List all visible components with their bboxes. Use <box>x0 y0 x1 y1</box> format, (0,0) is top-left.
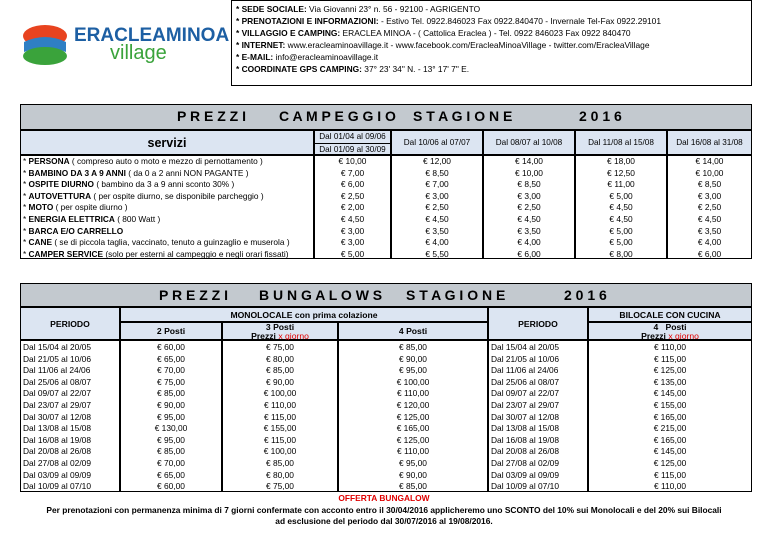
period-header-3 <box>483 130 575 155</box>
price-cell: € 3,50 <box>425 225 449 236</box>
document-header <box>0 0 768 86</box>
price-cell: € 4,50 <box>425 213 449 224</box>
bungalow-price-cell: € 155,00 <box>263 423 297 434</box>
period-1b: Dal 01/09 al 30/09 <box>319 144 386 154</box>
banner-word-stagione-b: S T A G I O N E <box>406 287 506 303</box>
bungalow-period-cell: Dal 20/08 al 26/08 <box>491 446 559 457</box>
service-name: BAMBINO DA 3 A 9 ANNI <box>28 167 126 178</box>
bungalow-price-cell: € 110,00 <box>654 342 686 352</box>
bungalows-banner <box>20 283 752 307</box>
bungalow-period-cell: Dal 27/08 al 02/09 <box>491 457 559 468</box>
x-giorno-word: x giorno <box>275 331 309 341</box>
info-line <box>236 63 747 75</box>
bungalow-col-bilo <box>588 340 752 492</box>
bungalow-period-cell: Dal 30/07 al 12/08 <box>491 411 559 422</box>
periodo-label-right: PERIODO <box>518 318 558 329</box>
service-row: * PERSONA ( compreso auto o moto e mezzo di pernottamento ) <box>23 156 263 166</box>
bungalow-period-cell: Dal 09/07 al 22/07 <box>23 388 91 399</box>
bungalow-period-cell: Dal 23/07 al 29/07 <box>23 399 91 410</box>
bungalow-col-2 <box>120 340 222 492</box>
bungalow-price-cell: € 90,00 <box>399 469 427 480</box>
price-cell: € 2,50 <box>425 202 449 213</box>
price-cell: € 7,00 <box>425 179 449 190</box>
bungalow-period-cell: Dal 27/08 al 02/09 <box>23 457 91 468</box>
servizi-header <box>20 130 314 155</box>
x-giorno-word-bilo: x giorno <box>665 331 699 341</box>
bungalow-price-cell: € 70,00 <box>157 457 185 468</box>
logo-word-village: village <box>110 42 167 64</box>
bungalow-period-cell: Dal 03/09 al 09/09 <box>23 469 91 480</box>
bungalow-price-cell: € 90,00 <box>266 376 294 387</box>
bungalow-price-cell: € 75,00 <box>266 342 294 352</box>
periodo-label-left: PERIODO <box>50 318 90 329</box>
bungalow-price-cell: € 125,00 <box>396 411 430 422</box>
bilocale-title <box>588 307 752 322</box>
service-note: ( 800 Watt ) <box>114 213 161 224</box>
service-name: OSPITE DIURNO <box>28 179 95 190</box>
bungalow-period-cell: Dal 11/06 al 24/06 <box>491 365 559 376</box>
col-4-posti <box>338 322 488 340</box>
price-cell: € 10,00 <box>695 167 724 178</box>
bungalow-price-cell: € 85,00 <box>266 457 294 468</box>
period-header-5 <box>667 130 752 155</box>
price-cell: € 12,50 <box>607 167 635 178</box>
price-cell: € 4,50 <box>609 213 633 224</box>
service-row: * ENERGIA ELETTRICA ( 800 Watt ) <box>23 213 161 224</box>
bungalow-period-cell: Dal 25/06 al 08/07 <box>491 376 559 387</box>
price-cell: € 10,00 <box>515 167 543 178</box>
service-name: MOTO <box>28 202 54 213</box>
banner-word-campeggio: C A M P E G G I O <box>279 108 396 124</box>
logo-word-eraclea: ERACLEA <box>74 25 166 46</box>
bungalow-price-cell: € 90,00 <box>157 399 185 410</box>
price-cell: € 6,00 <box>697 248 722 259</box>
price-cell: € 4,50 <box>609 202 633 213</box>
service-name: CAMPER SERVICE <box>28 248 104 259</box>
service-name: CANE <box>28 237 53 248</box>
price-cell: € 4,50 <box>340 213 365 224</box>
logo <box>20 22 228 68</box>
period-label: Dal 16/08 al 31/08 <box>676 138 743 147</box>
info-label: * INTERNET: <box>236 40 286 51</box>
service-note: ( per ospite diurno ) <box>53 202 128 213</box>
price-cell: € 3,50 <box>697 225 722 236</box>
bilo-4-posti-label: 4 Posti <box>653 322 687 332</box>
price-cell: € 14,00 <box>695 156 724 166</box>
service-note: ( per ospite diurno, se disponibile parcheggio ) <box>91 190 264 201</box>
col-4-posti-label: 4 Posti <box>398 326 428 336</box>
logo-word-minoa: MINOA <box>165 25 230 46</box>
price-cell: € 2,50 <box>517 202 541 213</box>
bungalow-price-cell: € 165,00 <box>396 423 430 434</box>
period-header-4 <box>575 130 667 155</box>
price-cell: € 8,50 <box>517 179 541 190</box>
bungalow-period-cell: Dal 23/07 al 29/07 <box>491 399 559 410</box>
price-cell: € 11,00 <box>607 179 635 190</box>
info-label: * E-MAIL: <box>236 52 274 63</box>
price-cell: € 4,00 <box>425 237 449 248</box>
banner-word-prezzi-b: P R E Z Z I <box>159 287 228 303</box>
price-cell: € 4,50 <box>517 213 541 224</box>
price-cell: € 8,00 <box>609 248 633 259</box>
price-column-4 <box>575 155 667 259</box>
bungalow-price-cell: € 85,00 <box>399 342 427 352</box>
bungalow-period-cell: Dal 10/09 al 07/10 <box>491 481 559 492</box>
service-row: * CANE ( se di piccola taglia, vaccinato, tenuto a guinzaglio e muserola ) <box>23 237 290 248</box>
price-cell: € 8,50 <box>425 167 449 178</box>
price-cell: € 5,00 <box>609 225 633 236</box>
price-column-3 <box>483 155 575 259</box>
bungalow-price-cell: € 145,00 <box>653 388 687 399</box>
service-row: * CAMPER SERVICE (solo per esterni al campeggio e negli orari fissati) <box>23 248 289 259</box>
service-note: ( bambino da 3 a 9 anni sconto 30% ) <box>94 179 235 190</box>
service-name: PERSONA <box>28 156 70 166</box>
info-line <box>236 3 747 15</box>
price-cell: € 5,00 <box>609 190 633 201</box>
col-2-posti-label: 2 Posti <box>156 326 186 336</box>
price-column-2 <box>391 155 483 259</box>
bungalow-price-cell: € 110,00 <box>264 399 296 410</box>
info-label: * COORDINATE GPS CAMPING: <box>236 64 362 75</box>
monolocale-label: MONOLOCALE con prima colazione <box>230 309 378 320</box>
servizi-label: servizi <box>147 135 187 150</box>
info-text: info@eracleaminoavillage.it <box>273 52 379 63</box>
bungalow-price-cell: € 85,00 <box>157 388 185 399</box>
bungalow-col-3 <box>222 340 338 492</box>
price-cell: € 3,00 <box>340 237 365 248</box>
bungalow-price-cell: € 95,00 <box>157 434 185 445</box>
period-label: Dal 10/06 al 07/07 <box>403 138 471 147</box>
bungalow-price-cell: € 100,00 <box>396 376 430 387</box>
bungalow-price-cell: € 80,00 <box>266 469 294 480</box>
bungalow-price-cell: € 100,00 <box>263 388 297 399</box>
period-label: Dal 11/08 al 15/08 <box>588 138 654 147</box>
bungalow-price-cell: € 165,00 <box>653 411 687 422</box>
service-note: ( se di piccola taglia, vaccinato, tenuto a guinzaglio e muserola ) <box>52 237 290 248</box>
monolocale-title <box>120 307 488 322</box>
offer-line-2: ad esclusione del periodo dal 30/07/2016 al 19/08/2016. <box>275 516 493 526</box>
info-line <box>236 27 747 39</box>
price-cell: € 18,00 <box>607 156 635 166</box>
service-note: (solo per esterni al campeggio e negli orari fissati) <box>103 248 289 259</box>
info-label: * VILLAGGIO E CAMPING: <box>236 28 341 39</box>
price-cell: € 8,50 <box>697 179 722 190</box>
col-bilo-4-posti <box>588 322 752 340</box>
info-text: - Estivo Tel. 0922.846023 Fax 0922.840470 - Invernale Tel-Fax 0922.29101 <box>378 16 661 27</box>
bungalow-price-cell: € 110,00 <box>654 481 686 492</box>
bungalow-price-cell: € 95,00 <box>399 365 427 376</box>
price-cell: € 7,00 <box>340 167 365 178</box>
bungalow-price-cell: € 115,00 <box>654 353 686 364</box>
banner-word-bungalows: B U N G A L O W S <box>259 287 383 303</box>
banner-word-prezzi: P R E Z Z I <box>177 108 246 124</box>
info-line <box>236 39 747 51</box>
bungalow-period-cell: Dal 11/06 al 24/06 <box>23 365 91 376</box>
bungalow-period-cell: Dal 15/04 al 20/05 <box>23 342 91 352</box>
info-label: * SEDE SOCIALE: <box>236 4 307 14</box>
col-2-posti <box>120 322 222 340</box>
bungalow-col-4 <box>338 340 488 492</box>
bungalow-period-cell: Dal 15/04 al 20/05 <box>491 342 559 352</box>
bungalow-period-cell: Dal 30/07 al 12/08 <box>23 411 91 422</box>
col-3-posti-label: 3 Posti <box>265 322 295 332</box>
bungalow-period-cell: Dal 10/09 al 07/10 <box>23 481 91 492</box>
price-cell: € 3,00 <box>340 225 365 236</box>
bungalow-price-cell: € 95,00 <box>399 457 427 468</box>
info-label: * PRENOTAZIONI E INFORMAZIONI: <box>236 16 379 27</box>
price-cell: € 2,50 <box>697 202 722 213</box>
periodo-header-left <box>20 307 120 340</box>
price-cell: € 14,00 <box>515 156 543 166</box>
service-name: BARCA E/O CARRELLO <box>28 225 124 236</box>
prezzi-word: Prezzi <box>251 331 276 341</box>
col-3-posti <box>222 322 338 340</box>
service-name: ENERGIA ELETTRICA <box>28 213 115 224</box>
period-1a: Dal 01/04 al 09/06 <box>315 131 390 144</box>
bungalow-price-cell: € 120,00 <box>396 399 430 410</box>
contact-info-box <box>231 0 752 86</box>
banner-word-stagione: S T A G I O N E <box>413 108 513 124</box>
bungalow-period-cell: Dal 20/08 al 26/08 <box>23 446 91 457</box>
service-row: * OSPITE DIURNO ( bambino da 3 a 9 anni sconto 30% ) <box>23 179 235 190</box>
bungalow-period-cell: Dal 16/08 al 19/08 <box>23 434 91 445</box>
prezzi-word-bilo: Prezzi <box>641 331 666 341</box>
service-row: * MOTO ( per ospite diurno ) <box>23 202 128 213</box>
info-text: www.eracleaminoavillage.it - www.facebook.com/EracleaMinoaVillage - twitter.com/EracleaVillage <box>285 40 650 51</box>
price-cell: € 5,50 <box>425 248 449 259</box>
bungalow-periods-left <box>20 340 120 492</box>
info-text: ERACLEA MINOA - ( Cattolica Eraclea ) - Tel. 0922 846023 Fax 0922 840470 <box>340 28 631 39</box>
price-cell: € 5,00 <box>609 237 633 248</box>
bungalow-price-cell: € 85,00 <box>157 446 185 457</box>
bungalow-price-cell: € 95,00 <box>157 411 185 422</box>
bungalow-price-cell: € 135,00 <box>653 376 687 387</box>
bungalow-price-cell: € 115,00 <box>264 411 296 422</box>
bungalow-price-cell: € 215,00 <box>653 423 687 434</box>
price-cell: € 4,00 <box>697 237 722 248</box>
bungalow-period-cell: Dal 21/05 al 10/06 <box>491 353 559 364</box>
info-line <box>236 51 747 63</box>
bungalow-price-cell: € 130,00 <box>154 423 188 434</box>
bungalow-price-cell: € 90,00 <box>399 353 427 364</box>
bungalow-price-cell: € 165,00 <box>653 434 687 445</box>
service-row: * AUTOVETTURA ( per ospite diurno, se disponibile parcheggio ) <box>23 190 264 201</box>
price-cell: € 3,00 <box>697 190 722 201</box>
bungalow-price-cell: € 80,00 <box>266 353 294 364</box>
price-cell: € 6,00 <box>340 179 365 190</box>
offer-line-1: Per prenotazioni con permanenza minima di 7 giorni confermate con acconto entro il 30/04/2016 applicheremo uno SCONTO del 10% sui Monolocali e del 20% sui Bilocali <box>46 505 722 515</box>
bungalow-price-cell: € 70,00 <box>157 365 185 376</box>
offer-title: OFFERTA BUNGALOW <box>338 493 430 503</box>
bungalow-price-cell: € 115,00 <box>264 434 296 445</box>
bungalow-price-cell: € 125,00 <box>653 457 687 468</box>
price-cell: € 4,00 <box>517 237 541 248</box>
periodo-header-right <box>488 307 588 340</box>
price-cell: € 10,00 <box>338 156 367 166</box>
bilocale-label: BILOCALE CON CUCINA <box>619 309 721 320</box>
bungalow-price-cell: € 65,00 <box>157 469 185 480</box>
bungalow-price-cell: € 155,00 <box>653 399 687 410</box>
period-label: Dal 08/07 al 10/08 <box>495 138 563 147</box>
bungalow-price-cell: € 85,00 <box>399 481 427 492</box>
price-cell: € 6,00 <box>517 248 541 259</box>
service-row: * BARCA E/O CARRELLO <box>23 225 124 236</box>
price-cell: € 4,50 <box>697 213 722 224</box>
price-cell: € 2,50 <box>340 190 365 201</box>
banner-word-year: 2 0 1 6 <box>579 108 622 124</box>
services-list <box>20 155 314 259</box>
bungalow-price-cell: € 85,00 <box>266 365 294 376</box>
bungalow-price-cell: € 75,00 <box>157 376 185 387</box>
price-cell: € 3,00 <box>425 190 449 201</box>
bungalow-period-cell: Dal 03/09 al 09/09 <box>491 469 559 480</box>
camping-banner <box>20 104 752 130</box>
bungalow-price-cell: € 110,00 <box>397 388 429 399</box>
bungalow-price-cell: € 145,00 <box>653 446 687 457</box>
bungalow-price-cell: € 110,00 <box>397 446 429 457</box>
bungalow-period-cell: Dal 16/08 al 19/08 <box>491 434 559 445</box>
bungalow-price-cell: € 115,00 <box>654 469 686 480</box>
bungalow-price-cell: € 125,00 <box>396 434 430 445</box>
price-cell: € 12,00 <box>423 156 451 166</box>
service-name: AUTOVETTURA <box>28 190 92 201</box>
period-header-1 <box>314 130 391 155</box>
bungalow-period-cell: Dal 25/06 al 08/07 <box>23 376 91 387</box>
service-note: ( compreso auto o moto e mezzo di pernottamento ) <box>69 156 263 166</box>
price-column-5 <box>667 155 752 259</box>
period-header-2 <box>391 130 483 155</box>
price-cell: € 3,50 <box>517 225 541 236</box>
price-cell: € 3,00 <box>517 190 541 201</box>
price-column-1 <box>314 155 391 259</box>
info-text: Via Giovanni 23° n. 56 - 92100 - AGRIGENTO <box>306 4 481 14</box>
price-cell: € 5,00 <box>340 248 365 259</box>
bungalow-period-cell: Dal 09/07 al 22/07 <box>491 388 559 399</box>
service-note: ( da 0 a 2 anni NON PAGANTE ) <box>125 167 249 178</box>
bungalow-price-cell: € 60,00 <box>157 481 185 492</box>
bungalow-price-cell: € 125,00 <box>653 365 687 376</box>
bungalow-period-cell: Dal 13/08 al 15/08 <box>491 423 559 434</box>
price-cell: € 2,00 <box>340 202 365 213</box>
bungalow-period-cell: Dal 13/08 al 15/08 <box>23 423 91 434</box>
service-row: * BAMBINO DA 3 A 9 ANNI ( da 0 a 2 anni NON PAGANTE ) <box>23 167 249 178</box>
bungalow-price-cell: € 100,00 <box>263 446 297 457</box>
bungalow-periods-right <box>488 340 588 492</box>
bungalow-price-cell: € 75,00 <box>266 481 294 492</box>
bungalow-period-cell: Dal 21/05 al 10/06 <box>23 353 91 364</box>
info-line <box>236 15 747 27</box>
banner-word-year-b: 2 0 1 6 <box>564 287 607 303</box>
info-text: 37° 23' 34" N. - 13° 17' 7" E. <box>361 64 470 75</box>
bungalow-price-cell: € 65,00 <box>157 353 185 364</box>
bungalow-price-cell: € 60,00 <box>157 342 185 352</box>
